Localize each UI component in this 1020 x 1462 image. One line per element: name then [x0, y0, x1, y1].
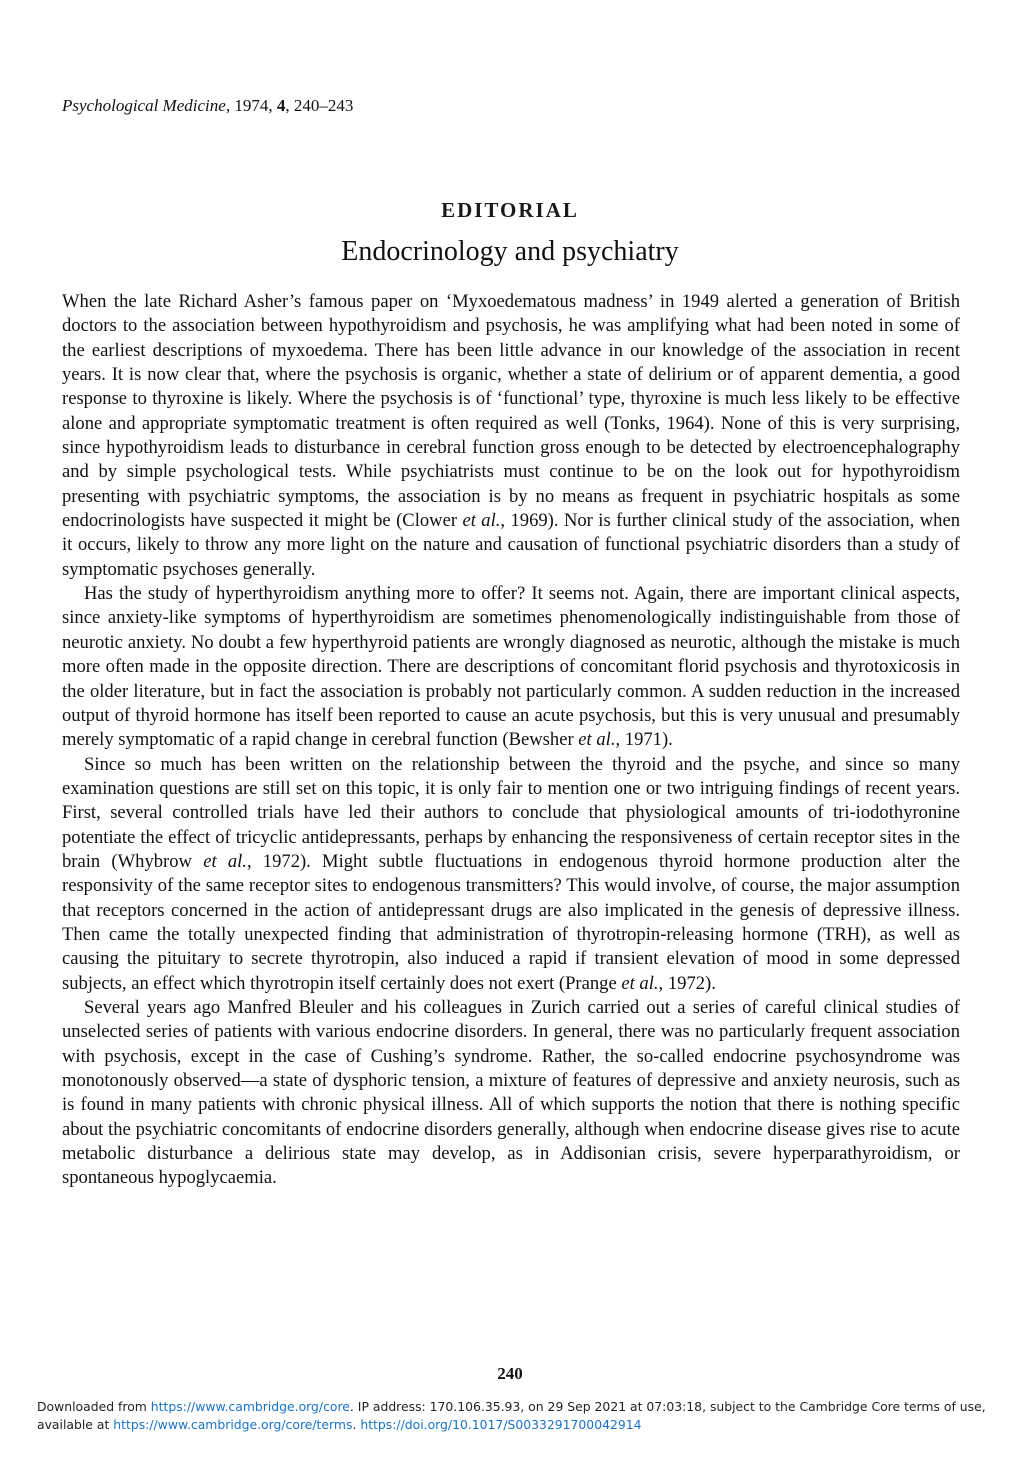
paragraph-text: Several years ago Manfred Bleuler and his colleagues in Zurich carried out a series of careful clinical studies of unselected series of patients with various endocrine disorders. In general, there was no particularly frequent association with psychosis, except in the case of Cushing’s syndrome. Rather, the so-called endocrine psychosyndrome was monotonously observed—a state of dysphoric tension, a mixture of features of depressive and anxiety neurosis, such as is found in many patients with chronic physical illness. All of which supports the notion that there is nothing specific about the psychiatric concomitants of endocrine disorders generally, although when endocrine disease gives rise to acute metabolic disturbance a delirious state may develop, as in Addisonian crisis, severe hyperparathyroidism, or spontaneous hypoglycaemia.	[62, 996, 960, 1189]
download-details: . IP address: 170.106.35.93, on 29 Sep 2021 at 07:03:18, subject to the Cambridge Core terms of use, available at	[37, 1399, 986, 1432]
paragraph-text: , 1971).	[615, 729, 673, 751]
citation-year: , 1974,	[225, 96, 277, 115]
paragraph-text: , 1972).	[658, 972, 716, 994]
paragraph-text: , 1969). Nor is further clinical study of the association, when it occurs, likely to throw any more light on the nature and causation of functional psychiatric disorders than a study of symptomatic psychoses generally.	[62, 510, 960, 580]
article-title: Endocrinology and psychiatry	[341, 236, 679, 267]
paragraph-text: , 1972). Might subtle fluctuations in endogenous thyroid hormone production alter the responsivity of the same receptor sites to endogenous transmitters? This would involve, of course, the major assumption that receptors concerned in the action of antidepressant drugs are also implicated in the genesis of depressive illness. Then came the totally unexpected finding that administration of thyrotropin-releasing hormone (TRH), as well as causing the pituitary to secrete thyrotropin, also induced a rapid if transient elevation of mood in some depressed subjects, an effect which thyrotropin itself certainly does not exert (Prange	[62, 850, 960, 994]
citation-volume: 4	[276, 96, 286, 115]
journal-name: Psychological Medicine	[62, 96, 226, 115]
paragraph-text: When the late Richard Asher’s famous paper on ‘Myxoedematous madness’ in 1949 alerted a generation of British doctors to the association between hypothyroidism and psychosis, he was amplifying what had been noted in some of the earliest descriptions of myxoedema. There has been little advance in our knowledge of the association in recent years. It is now clear that, where the psychosis is organic, whether a state of delirium or of apparent dementia, a good response to thyroxine is likely. Where the psychosis is of ‘functional’ type, thyroxine is much less likely to be effective alone and appropriate symptomatic treatment is often required as well (Tonks, 1964). None of this is very surprising, since hypothyroidism leads to disturbance in cerebral function gross enough to be detected by electroencephalography and by simple psychological tests. While psychiatrists must continue to be on the look out for hypothyroidism presenting with psychiatric symptoms, the association is by no means as frequent in psychiatric hospitals as some endocrinologists have suspected it might be (Clower	[62, 291, 960, 532]
body-paragraph	[62, 290, 960, 582]
body-paragraph	[62, 753, 960, 996]
article-body	[62, 290, 960, 1191]
citation-et-al: et al.	[578, 729, 616, 751]
link-separator: .	[352, 1417, 361, 1432]
paragraph-text: Has the study of hyperthyroidism anything more to offer? It seems not. Again, there are important clinical aspects, since anxiety-like symptoms of hyperthyroidism are sometimes phenomenologically indistinguishable from those of neurotic anxiety. No doubt a few hyperthyroid patients are wrongly diagnosed as neurotic, although the mistake is much more often made in the opposite direction. There are descriptions of concomitant florid psychosis and thyrotoxicosis in the older literature, but in fact the association is probably not particularly common. A sudden reduction in the increased output of thyroid hormone has itself been reported to cause an acute psychosis, but this is very unusual and presumably merely symptomatic of a rapid change in cerebral function (Bewsher	[62, 583, 960, 751]
citation-et-al: et al.	[621, 972, 659, 994]
cambridge-core-link[interactable]: https://www.cambridge.org/core	[150, 1399, 350, 1414]
citation-et-al: et al.	[462, 510, 501, 532]
body-paragraph	[62, 996, 960, 1191]
section-label: EDITORIAL	[441, 198, 579, 222]
citation-et-al: et al.	[203, 850, 247, 872]
download-notice	[37, 1398, 997, 1434]
doi-link[interactable]: https://doi.org/10.1017/S0033291700042914	[360, 1417, 642, 1432]
terms-link[interactable]: https://www.cambridge.org/core/terms	[113, 1417, 353, 1432]
paragraph-text: Since so much has been written on the relationship between the thyroid and the psyche, and since so many examination questions are still set on this topic, it is only fair to mention one or two intriguing findings of recent years. First, several controlled trials have led their authors to conclude that physiological amounts of tri-iodothyronine potentiate the effect of tricyclic antidepressants, perhaps by enhancing the responsiveness of certain receptor sites in the brain (Whybrow	[62, 753, 960, 872]
journal-citation	[62, 96, 353, 116]
page-number: 240	[497, 1364, 523, 1383]
body-paragraph	[62, 582, 960, 752]
download-prefix: Downloaded from	[37, 1399, 151, 1414]
citation-pages: , 240–243	[285, 96, 354, 115]
